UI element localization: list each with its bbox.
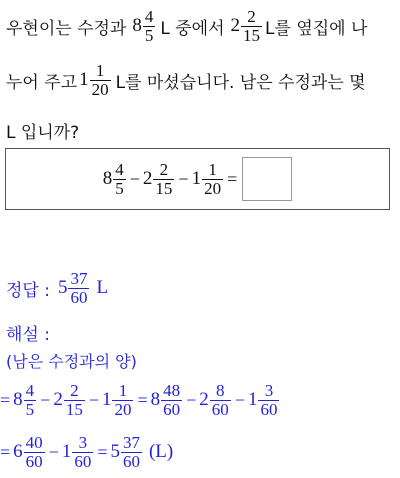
minus-sign: − — [48, 441, 59, 462]
answer-unit: (L) — [148, 441, 174, 463]
fraction: $\frac{37}{60}$ — [122, 433, 140, 471]
minus-sign: − — [88, 389, 99, 410]
mixed-whole: 2 — [230, 15, 241, 37]
mixed-whole: 2 — [142, 168, 153, 189]
problem-text: L 입니까? — [6, 123, 80, 143]
fraction: $\frac{4}{5}$ — [25, 381, 35, 419]
equals-sign: = — [227, 168, 238, 189]
minus-sign: − — [129, 168, 140, 189]
problem-line-1 — [6, 8, 367, 45]
fraction: $\frac{37}{60}$ — [70, 269, 88, 307]
fraction: $\frac{3}{60}$ — [260, 381, 278, 419]
solution-label: 해설 : — [6, 325, 50, 345]
problem-text: 우현이는 수정과 — [6, 18, 127, 39]
mixed-whole: 1 — [191, 168, 202, 189]
mixed-whole: 5 — [110, 441, 120, 463]
problem-text: 누어 주고 — [6, 72, 78, 93]
mixed-whole: 1 — [61, 441, 72, 463]
equals-sign: = — [97, 441, 108, 462]
mixed-whole: 1 — [101, 389, 112, 411]
minus-sign: − — [234, 389, 245, 410]
fraction: $\frac{4}{5}$ — [115, 159, 124, 198]
mixed-whole: 1 — [79, 69, 89, 91]
fraction: $\frac{2}{15}$ — [155, 159, 173, 198]
mixed-whole: 8 — [150, 389, 161, 411]
solution-description: (남은 수정과의 양) — [6, 352, 137, 371]
answer-unit: L — [96, 277, 109, 299]
problem-text: L를 마셨습니다. 남은 수정과는 몇 — [115, 72, 366, 93]
mixed-whole: 5 — [57, 277, 68, 299]
answer-label: 정답 : — [6, 280, 50, 301]
problem-text: L를 옆집에 나 — [265, 18, 368, 39]
fraction: $\frac{48}{60}$ — [163, 381, 181, 419]
mixed-whole: 6 — [13, 441, 23, 463]
fraction: $\frac{3}{60}$ — [74, 433, 92, 471]
equals-sign: = — [0, 389, 11, 410]
minus-sign: − — [178, 168, 189, 189]
minus-sign: − — [40, 389, 51, 410]
fraction: $\frac{40}{60}$ — [25, 433, 43, 471]
problem-line-2 — [6, 62, 366, 99]
fraction: $\frac{8}{60}$ — [211, 381, 229, 419]
minus-sign: − — [186, 389, 197, 410]
solution-row-2 — [0, 434, 173, 471]
mixed-whole: 1 — [247, 389, 258, 411]
problem-line-3 — [6, 118, 79, 143]
mixed-whole: 2 — [199, 389, 209, 411]
mixed-whole: 8 — [102, 168, 113, 189]
solution-desc-line — [6, 349, 137, 372]
expression-box — [5, 148, 390, 210]
answer-input-box[interactable] — [242, 157, 292, 201]
equals-sign: = — [0, 441, 11, 462]
fraction: $\frac{1}{20}$ — [91, 61, 109, 99]
solution-row-1 — [0, 382, 280, 419]
fraction: $\frac{2}{15}$ — [243, 7, 261, 45]
mixed-whole: 2 — [53, 389, 63, 411]
fraction: $\frac{4}{5}$ — [144, 7, 154, 45]
answer-line — [6, 270, 108, 307]
equals-sign: = — [137, 389, 148, 410]
fraction: $\frac{2}{15}$ — [65, 381, 83, 419]
problem-text: L 중에서 — [160, 18, 225, 39]
solution-label-line — [6, 320, 50, 345]
mixed-whole: 8 — [13, 389, 23, 411]
fraction: $\frac{1}{20}$ — [114, 381, 132, 419]
fraction: $\frac{1}{20}$ — [204, 159, 222, 198]
mixed-whole: 8 — [132, 15, 142, 37]
